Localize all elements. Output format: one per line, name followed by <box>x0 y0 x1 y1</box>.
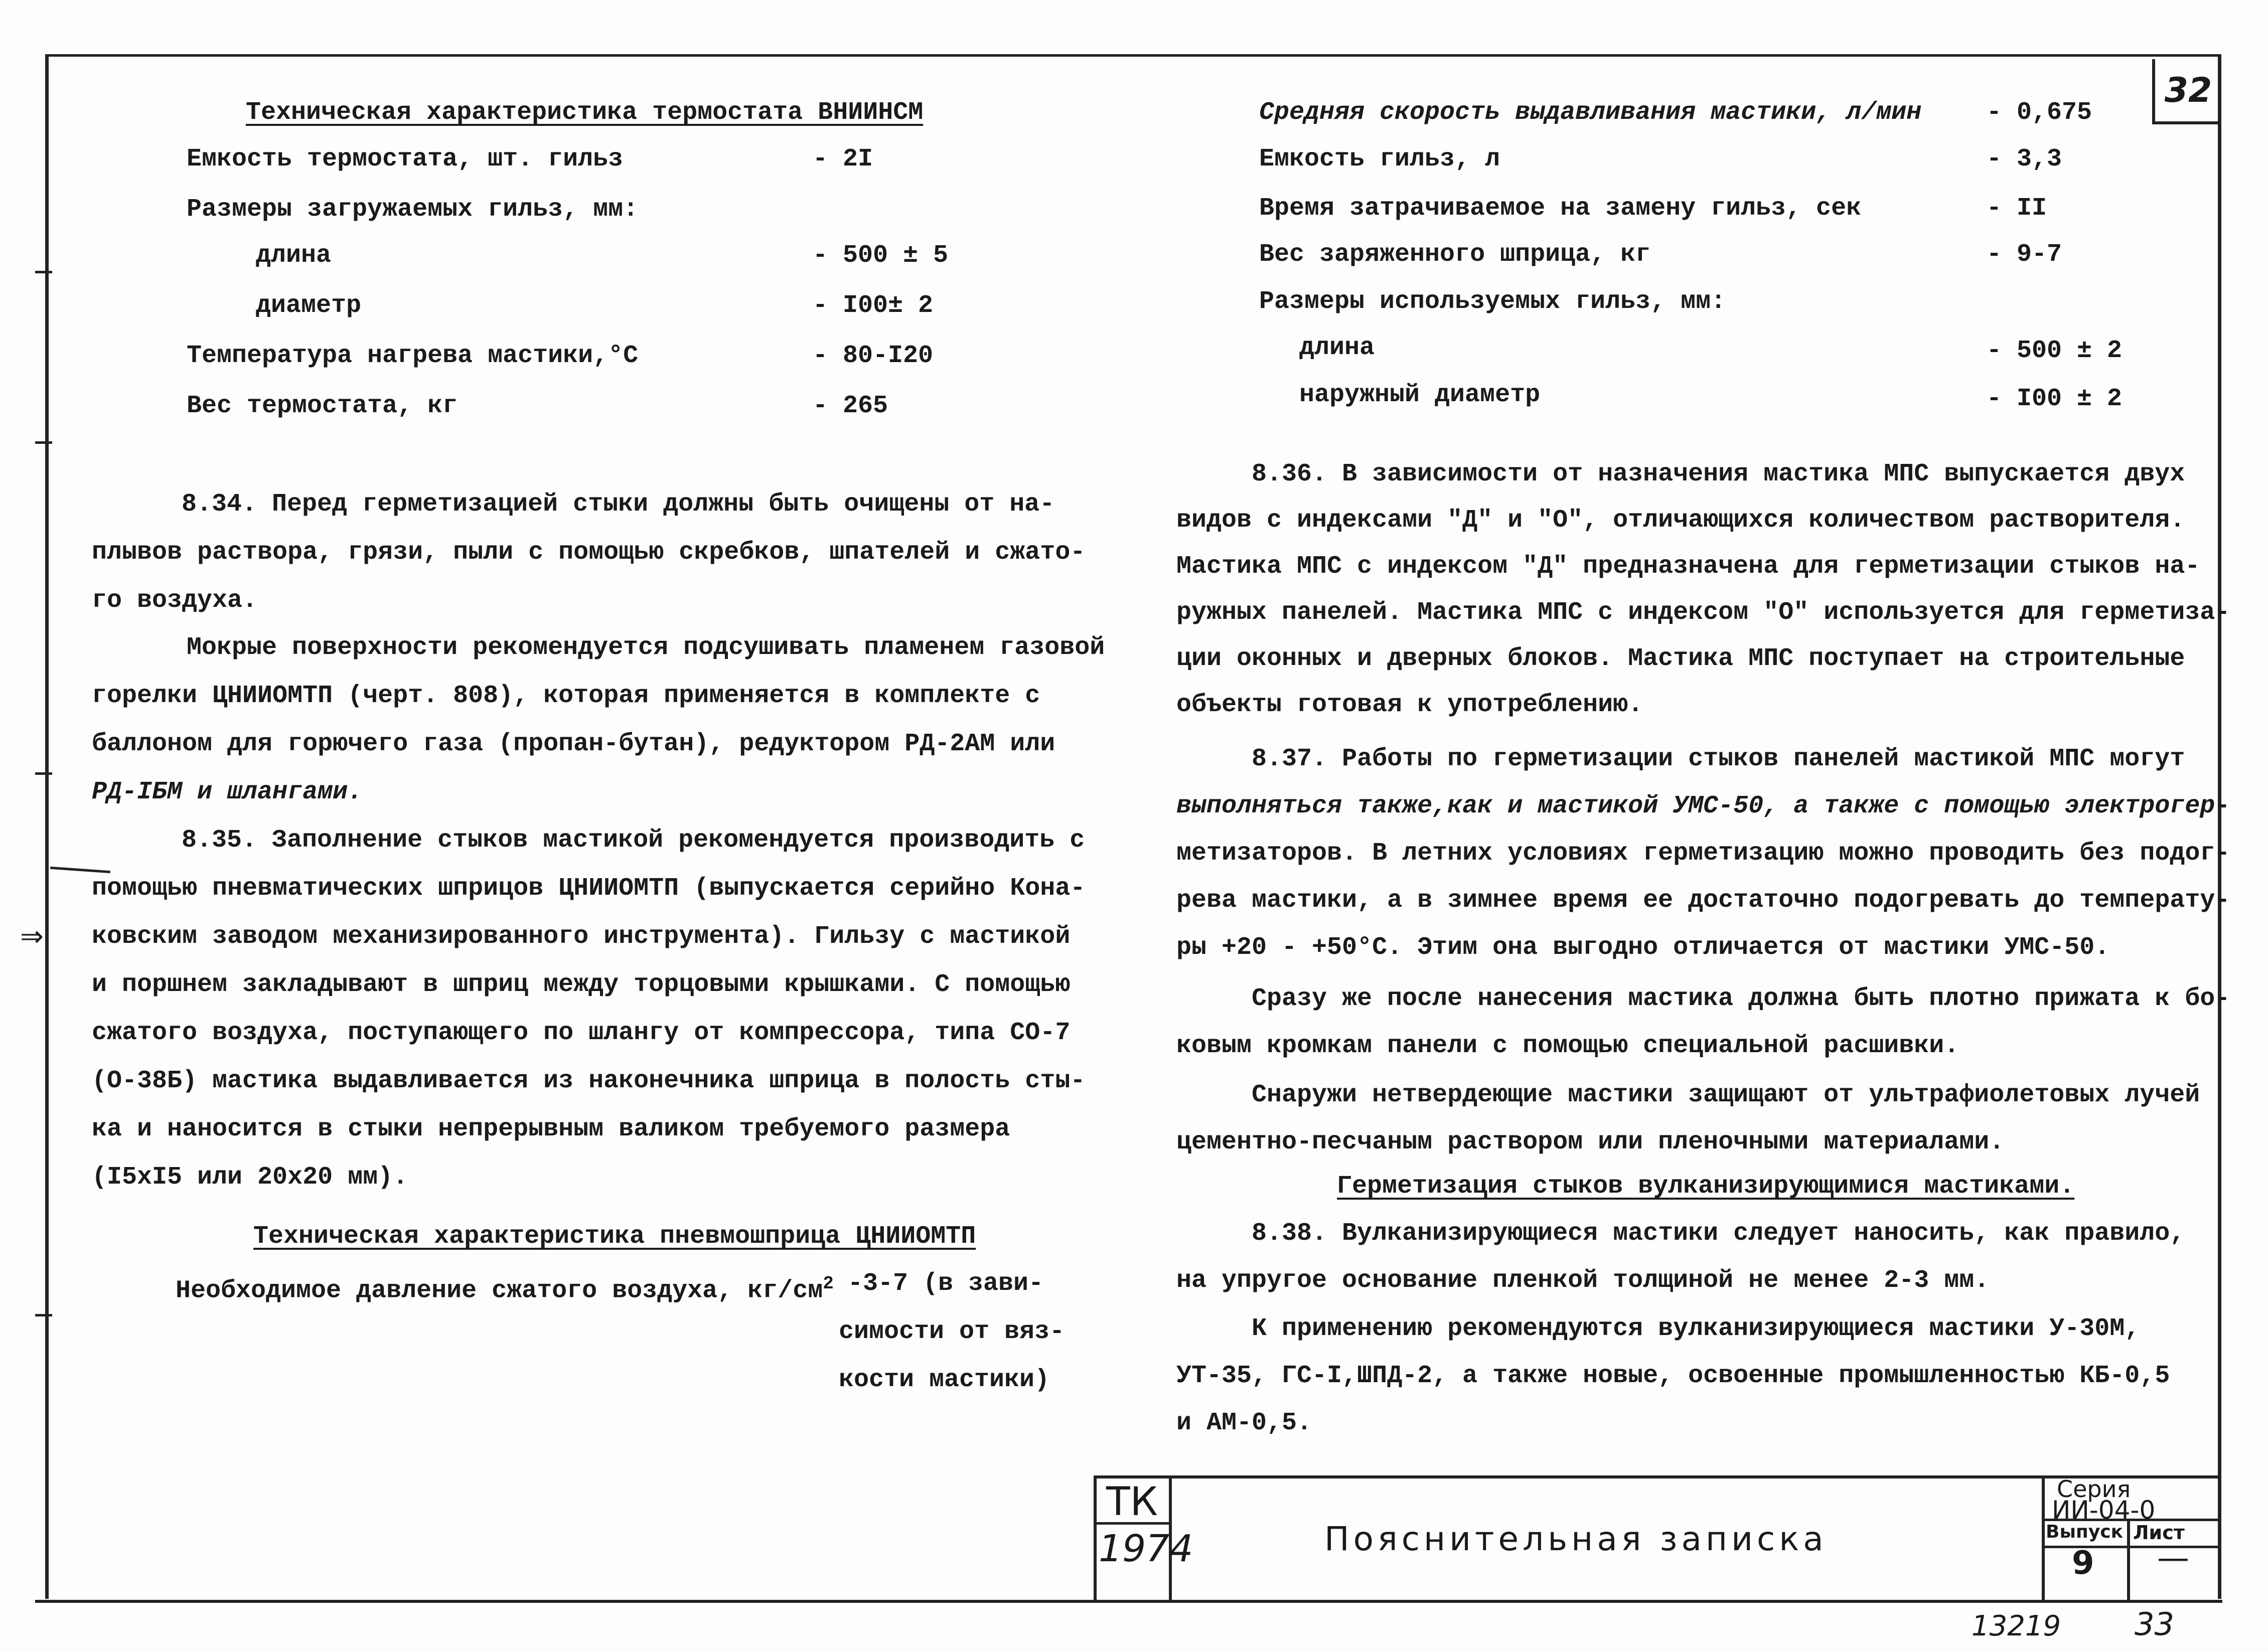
spec-value: - 3,3 <box>1987 145 2062 174</box>
spec-value: - 500 ± 2 <box>1987 337 2123 365</box>
page-number: 33 <box>2135 1606 2174 1642</box>
paragraph-line: 8.38. Вулканизирующиеся мастики следует наносить, как правило, <box>1252 1219 2185 1248</box>
paragraph-line: выполняться также,как и мастикой УМС-50, а также с помощью электрогер- <box>1176 792 2230 820</box>
syringe-spec-value: симости от вяз- <box>839 1317 1065 1346</box>
bottom-rule <box>35 1600 2222 1603</box>
title-block-rule <box>1094 1475 1097 1602</box>
frame-tick <box>35 441 52 444</box>
paragraph-line: (I5хI5 или 20х20 мм). <box>92 1163 408 1192</box>
paragraph-line: и поршнем закладывают в шприц между торцовыми крышками. С помощью <box>92 970 1071 999</box>
section-subheading: Герметизация стыков вулканизирующимися мастиками. <box>1337 1172 2075 1201</box>
spec-label: Размеры используемых гильз, мм: <box>1259 287 1726 316</box>
paragraph-line: сжатого воздуха, поступающего по шлангу от компрессора, типа СО-7 <box>92 1019 1071 1047</box>
spec-label: Вес заряженного шприца, кг <box>1259 240 1651 269</box>
tk-label: ТК <box>1106 1479 1158 1525</box>
frame-tick <box>35 772 52 775</box>
vypusk-label: Выпуск <box>2046 1522 2124 1542</box>
paragraph-line: (О-38Б) мастика выдавливается из наконечника шприца в полость сты- <box>92 1067 1086 1095</box>
paragraph-line: Мастика МПС с индексом "Д" предназначена для герметизации стыков на- <box>1176 552 2200 581</box>
sheet-number: 32 <box>2152 59 2221 124</box>
paragraph-line: цементно-песчаным раствором или пленочными материалами. <box>1176 1128 2005 1157</box>
paragraph-line: горелки ЦНИИОМТП (черт. 808), которая применяется в комплекте с <box>92 682 1040 710</box>
vypusk-value: 9 <box>2072 1545 2094 1582</box>
year-label: 1974 <box>1099 1527 1193 1570</box>
seria-value: ИИ-04-0 <box>2052 1496 2156 1525</box>
margin-arrow-mark: ⇒ <box>20 920 44 953</box>
paragraph-line: и АМ-0,5. <box>1176 1409 1312 1437</box>
paragraph-line: ка и наносится в стыки непрерывным валиком требуемого размера <box>92 1115 1010 1143</box>
paragraph-line: метизаторов. В летних условиях герметизацию можно проводить без подог- <box>1176 839 2230 868</box>
paragraph-line: Мокрые поверхности рекомендуется подсушивать пламенем газовой <box>187 633 1105 662</box>
spec-label: наружный диаметр <box>1299 381 1541 409</box>
paragraph-line: К применению рекомендуются вулканизирующиеся мастики У-30М, <box>1252 1314 2140 1343</box>
spec-value: - I00 ± 2 <box>1987 385 2123 413</box>
spec-value: - 9-7 <box>1987 240 2062 269</box>
frame-tick <box>35 271 52 273</box>
paragraph-line: РД-IБМ и шлангами. <box>92 778 363 806</box>
spec-label: Температура нагрева мастики,°С <box>187 342 639 370</box>
paragraph-line: 8.34. Перед герметизацией стыки должны быть очищены от на- <box>182 490 1055 519</box>
paragraph-line: на упругое основание пленкой толщиной не менее 2-3 мм. <box>1176 1266 1990 1295</box>
spec-label: диаметр <box>256 291 362 320</box>
spec-label: Размеры загружаемых гильз, мм: <box>187 195 639 224</box>
seria-label: Серия <box>2057 1475 2131 1503</box>
paragraph-line: баллоном для горючего газа (пропан-бутан), редуктором РД-2АМ или <box>92 730 1055 758</box>
paragraph-line: плывов раствора, грязи, пыли с помощью скребков, шпателей и сжато- <box>92 538 1086 567</box>
archive-number: 13219 <box>1972 1610 2061 1642</box>
spec-value: - 500 ± 5 <box>813 241 949 270</box>
title-block-rule <box>2127 1520 2130 1602</box>
paragraph-line: ковским заводом механизированного инструмента). Гильзу с мастикой <box>92 922 1071 951</box>
spec-label: Емкость гильз, л <box>1259 145 1500 174</box>
list-value: — <box>2157 1540 2189 1577</box>
thermostat-heading: Техническая характеристика термостата ВНИИНСМ <box>246 98 924 127</box>
title-block-rule <box>2042 1475 2045 1602</box>
paragraph-line: 8.35. Заполнение стыков мастикой рекомендуется производить с <box>182 826 1085 855</box>
paragraph-line: УТ-35, ГС-I,ШПД-2, а также новые, освоенные промышленностью КБ-0,5 <box>1176 1362 2170 1390</box>
paragraph-line: 8.36. В зависимости от назначения мастика МПС выпускается двух <box>1252 460 2185 488</box>
paragraph-line: Снаружи нетвердеющие мастики защищают от ультрафиолетовых лучей <box>1252 1081 2200 1109</box>
spec-value: - I00± 2 <box>813 291 934 320</box>
paragraph-line: ры +20 - +50°С. Этим она выгодно отличается от мастики УМС-50. <box>1176 933 2110 962</box>
paragraph-line: объекты готовая к употреблению. <box>1176 691 1643 719</box>
paragraph-line: видов с индексами "Д" и "О", отличающихся количеством растворителя. <box>1176 506 2185 535</box>
list-label: Лист <box>2133 1522 2185 1544</box>
spec-value: - II <box>1987 194 2047 223</box>
spec-label: Время затрачиваемое на замену гильз, сек <box>1259 194 1862 223</box>
spec-label: Емкость термостата, шт. гильз <box>187 145 624 174</box>
frame-tick <box>35 1314 52 1316</box>
spec-label: Вес термостата, кг <box>187 392 458 420</box>
spec-label: длина <box>1299 334 1375 362</box>
paragraph-line: ковым кромкам панели с помощью специальной расшивки. <box>1176 1032 1959 1060</box>
syringe-spec-value: -3-7 (в зави- <box>848 1269 1044 1298</box>
document-title: Пояснительная записка <box>1324 1520 1828 1558</box>
paragraph-line: Сразу же после нанесения мастика должна быть плотно прижата к бо- <box>1252 984 2230 1013</box>
spec-label: Средняя скорость выдавливания мастики, л/мин <box>1259 98 1922 127</box>
syringe-spec-label: Необходимое давление сжатого воздуха, $кг/см^2$ <box>176 1273 834 1305</box>
spec-value: - 265 <box>813 392 888 420</box>
syringe-heading: Техническая характеристика пневмошприца ЦНИИОМТП <box>253 1222 976 1251</box>
paragraph-line: рева мастики, а в зимнее время ее достаточно подогревать до температу- <box>1176 886 2230 915</box>
spec-label: длина <box>256 241 332 270</box>
spec-value: - 0,675 <box>1987 98 2092 127</box>
spec-value: - 2I <box>813 145 873 174</box>
paragraph-line: 8.37. Работы по герметизации стыков панелей мастикой МПС могут <box>1252 745 2185 773</box>
title-block-rule <box>2042 1546 2221 1548</box>
paragraph-line: ции оконных и дверных блоков. Мастика МПС поступает на строительные <box>1176 644 2185 673</box>
title-block-top-rule <box>1094 1475 2221 1478</box>
syringe-spec-value: кости мастики) <box>839 1366 1050 1394</box>
paragraph-line: помощью пневматических шприцов ЦНИИОМТП (выпускается серийно Кона- <box>92 874 1086 903</box>
paragraph-line: ружных панелей. Мастика МПС с индексом "О" используется для герметиза- <box>1176 598 2230 627</box>
spec-value: - 80-I20 <box>813 342 934 370</box>
paragraph-line: го воздуха. <box>92 586 258 615</box>
